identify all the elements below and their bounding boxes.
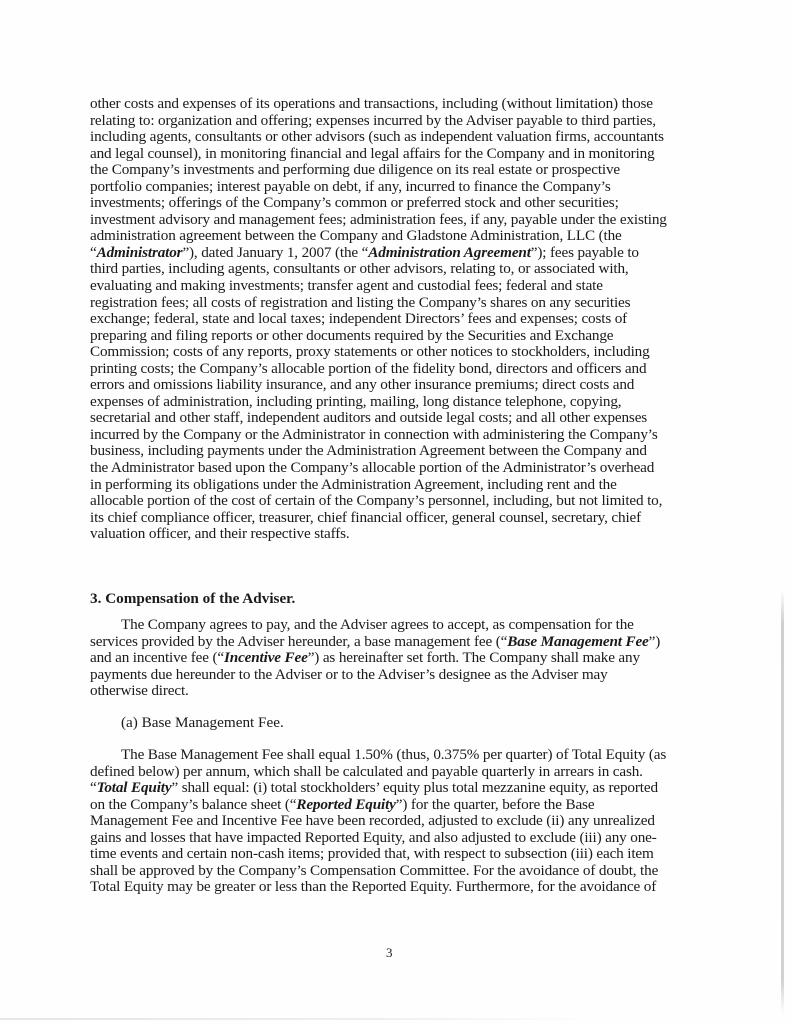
text-line: Total Equity may be greater or less than the Reported Equity. Furthermore, for the avoidance of	[90, 878, 657, 896]
text-line: third parties, including agents, consultants or other advisors, relating to, or associated with,	[90, 260, 629, 278]
text-line: including agents, consultants or other advisors (such as independent valuation firms, accountants	[90, 128, 664, 146]
text-line: payments due hereunder to the Adviser or to the Adviser’s designee as the Adviser may	[90, 665, 608, 683]
text-fragment: ”) as hereinafter set forth. The Company shall make any	[307, 649, 640, 667]
text-fragment: ” shall equal: (i) total stockholders’ equity plus total mezzanine equity, as reported	[171, 779, 658, 797]
text-line: incurred by the Company or the Administrator in connection with administering the Company’s	[90, 425, 658, 443]
defined-term-administration-agreement: Administration Agreement	[368, 243, 531, 261]
text-line: Commission; costs of any reports, proxy statements or other notices to stockholders, including	[90, 343, 650, 361]
paragraph-expenses	[90, 96, 730, 543]
defined-term-administrator: Administrator	[96, 243, 183, 261]
text-line: the Administrator based upon the Company’s allocable portion of the Administrator’s overhead	[90, 459, 655, 477]
page-bottom-edge	[0, 1018, 600, 1020]
text-line: The Base Management Fee shall equal 1.50% (thus, 0.375% per quarter) of Total Equity (as	[121, 746, 667, 763]
text-line: its chief compliance officer, treasurer, chief financial officer, general counsel, secretary, chief	[90, 508, 642, 526]
text-line: Management Fee and Incentive Fee have been recorded, adjusted to exclude (ii) any unrealized	[90, 812, 655, 830]
text-line: defined below) per annum, which shall be calculated and payable quarterly in arrears in cash.	[90, 762, 643, 780]
defined-term-total-equity: Total Equity	[96, 779, 172, 797]
text-line: other costs and expenses of its operations and transactions, including (without limitation) those	[90, 95, 653, 112]
text-line: business, including payments under the Administration Agreement between the Company and	[90, 442, 647, 460]
text-line: allocable portion of the cost of certain of the Company’s personnel, including, but not limited to,	[90, 492, 663, 510]
defined-term-base-management-fee: Base Management Fee	[507, 632, 649, 650]
paragraph-compensation	[90, 617, 730, 700]
text-line: the Company’s investments and performing due diligence on its real estate or prospective	[90, 161, 621, 179]
text-line-defined-terms	[90, 245, 730, 262]
text-line: The Company agrees to pay, and the Adviser agrees to accept, as compensation for the	[121, 616, 634, 633]
text-line: investments; offerings of the Company’s common or preferred stock and other securities;	[90, 194, 619, 212]
text-line: exchange; federal, state and local taxes; independent Directors’ fees and expenses; costs of	[90, 310, 628, 328]
text-fragment: ”) for the quarter, before the Base	[395, 795, 595, 813]
page-edge-shadow	[781, 590, 784, 1014]
defined-term-reported-equity: Reported Equity	[296, 795, 396, 813]
text-fragment: and an incentive fee (“	[90, 649, 225, 667]
text-line: investment advisory and management fees; administration fees, if any, payable under the existing	[90, 210, 667, 228]
text-line: time events and certain non-cash items; provided that, with respect to subsection (iii) each item	[90, 845, 654, 863]
text-fragment: services provided by the Adviser hereunder, a base management fee (“	[90, 632, 508, 650]
text-line: errors and omissions liability insurance, and any other insurance premiums; direct costs and	[90, 376, 635, 394]
text-line: otherwise direct.	[90, 682, 189, 700]
text-fragment: on the Company’s balance sheet (“	[90, 795, 297, 813]
text-line: evaluating and making investments; transfer agent and custodial fees; federal and state	[90, 277, 603, 295]
text-line: expenses of administration, including printing, mailing, long distance telephone, copying,	[90, 392, 622, 410]
text-fragment: ”); fees payable to	[530, 243, 639, 261]
text-fragment: “	[90, 243, 97, 261]
text-fragment: ”), dated January 1, 2007 (the “	[182, 243, 369, 261]
text-line: registration fees; all costs of registration and listing the Company’s shares on any securities	[90, 293, 631, 311]
text-line-defined-term	[90, 650, 730, 667]
subsection-heading: (a) Base Management Fee.	[121, 714, 284, 731]
text-line: administration agreement between the Company and Gladstone Administration, LLC (the	[90, 227, 622, 245]
text-line: relating to: organization and offering; expenses incurred by the Adviser payable to third parties,	[90, 111, 656, 129]
section-heading: 3. Compensation of the Adviser.	[90, 590, 296, 607]
text-line: in performing its obligations under the Administration Agreement, including rent and the	[90, 475, 617, 493]
text-line-defined-term	[90, 797, 730, 814]
text-line-defined-term	[90, 634, 730, 651]
page-number: 3	[386, 945, 393, 960]
text-line: portfolio companies; interest payable on debt, if any, incurred to finance the Company’s	[90, 177, 611, 195]
text-line-defined-term	[90, 780, 730, 797]
text-fragment: ”)	[648, 632, 661, 650]
text-line: shall be approved by the Company’s Compensation Committee. For the avoidance of doubt, the	[90, 861, 659, 879]
text-line: valuation officer, and their respective staffs.	[90, 525, 350, 543]
text-line: and legal counsel), in monitoring financial and legal affairs for the Company and in monitoring	[90, 144, 655, 162]
defined-term-incentive-fee: Incentive Fee	[224, 649, 308, 667]
text-line: printing costs; the Company’s allocable portion of the fidelity bond, directors and officers and	[90, 359, 647, 377]
text-line: secretarial and other staff, independent auditors and outside legal costs; and all other expenses	[90, 409, 648, 427]
text-line: gains and losses that have impacted Reported Equity, and also adjusted to exclude (iii) any one-	[90, 828, 657, 846]
paragraph-base-management-fee	[90, 747, 730, 896]
text-fragment: “	[90, 779, 97, 797]
text-line: preparing and filing reports or other documents required by the Securities and Exchange	[90, 326, 614, 344]
